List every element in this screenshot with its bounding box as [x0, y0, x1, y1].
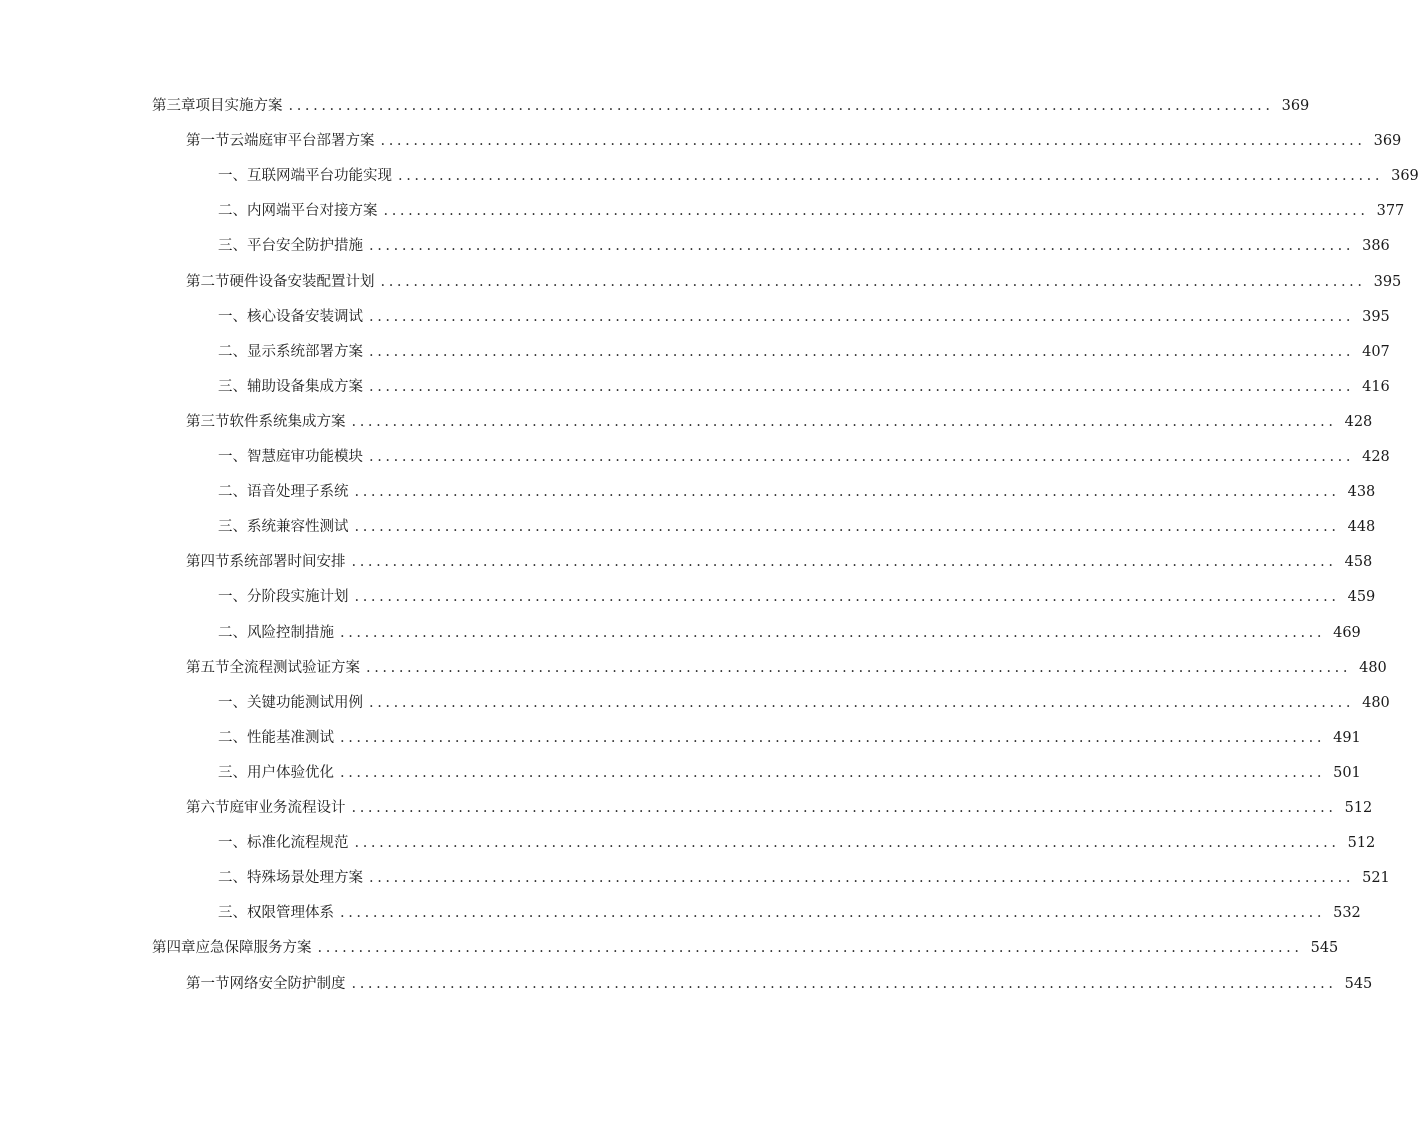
toc-entry[interactable]	[218, 691, 1390, 715]
toc-entry-number: 二、	[218, 203, 247, 220]
toc-entry-number: 二、	[218, 870, 247, 887]
toc-entry-title: 关键功能测试用例	[247, 694, 363, 711]
toc-dot-leader: ........................................................................................................................	[369, 694, 1355, 711]
toc-entry[interactable]	[218, 866, 1390, 890]
toc-dot-leader: ........................................................................................................................	[354, 484, 1340, 501]
toc-entry[interactable]	[186, 270, 1402, 294]
toc-dot-leader: ........................................................................................................................	[351, 554, 1337, 571]
toc-entry[interactable]	[218, 480, 1376, 504]
toc-entry-title: 云端庭审平台部署方案	[229, 133, 375, 150]
toc-dot-leader: ........................................................................................................................	[354, 519, 1340, 536]
toc-entry-title: 用户体验优化	[247, 764, 334, 781]
toc-page-number: 532	[1333, 905, 1361, 922]
toc-page-number: 512	[1344, 800, 1373, 816]
toc-entry-number: 一、	[218, 589, 247, 606]
toc-page-number: 545	[1344, 975, 1373, 992]
toc-page-number: 512	[1347, 835, 1376, 852]
toc-entry[interactable]	[218, 901, 1361, 925]
toc-entry-title: 分阶段实施计划	[247, 589, 349, 606]
toc-entry-number: 第四章	[152, 940, 196, 957]
toc-page-number: 395	[1373, 273, 1402, 290]
toc-entry[interactable]	[186, 796, 1373, 820]
toc-dot-leader: ........................................................................................................................	[369, 449, 1355, 465]
toc-dot-leader: ........................................................................................................................	[380, 273, 1366, 290]
toc-entry-number: 一、	[218, 168, 247, 185]
toc-page-number: 480	[1359, 659, 1387, 676]
toc-entry-title: 标准化流程规范	[247, 835, 349, 852]
toc-page-number: 491	[1333, 729, 1361, 746]
toc-entry[interactable]	[218, 726, 1361, 750]
toc-dot-leader: ........................................................................................................................	[288, 98, 1274, 114]
toc-dot-leader: ........................................................................................................................	[340, 729, 1326, 746]
toc-entry-number: 二、	[218, 729, 247, 746]
toc-entry-title: 全流程测试验证方案	[229, 659, 360, 676]
toc-dot-leader: ........................................................................................................................	[369, 308, 1355, 325]
toc-page-number: 521	[1362, 870, 1390, 887]
toc-dot-leader: ........................................................................................................................	[340, 764, 1326, 781]
toc-dot-leader: ........................................................................................................................	[369, 343, 1355, 360]
toc-entry-title: 项目实施方案	[195, 98, 283, 114]
toc-entry[interactable]	[218, 234, 1390, 258]
toc-entry-number: 三、	[218, 378, 247, 395]
toc-page-number: 480	[1362, 694, 1390, 711]
toc-page-number: 469	[1333, 624, 1361, 641]
toc-dot-leader: ........................................................................................................................	[351, 413, 1337, 430]
toc-entry[interactable]	[218, 164, 1419, 188]
toc-entry[interactable]	[218, 199, 1405, 223]
toc-dot-leader: ........................................................................................................................	[369, 378, 1355, 395]
toc-entry-title: 核心设备安装调试	[247, 308, 363, 325]
toc-page-number: 416	[1362, 378, 1390, 395]
toc-entry-title: 平台安全防护措施	[247, 238, 363, 255]
toc-entry-title: 系统部署时间安排	[229, 554, 346, 571]
toc-entry-number: 三、	[218, 519, 247, 536]
toc-dot-leader: ........................................................................................................................	[317, 940, 1303, 957]
toc-entry-number: 三、	[218, 905, 247, 922]
toc-entry-number: 第五节	[186, 659, 230, 676]
toc-entry-number: 二、	[218, 343, 247, 360]
toc-entry[interactable]	[218, 621, 1361, 645]
toc-entry-number: 第四节	[186, 554, 230, 571]
toc-entry-title: 风险控制措施	[247, 624, 334, 641]
toc-page-number: 369	[1391, 168, 1419, 185]
toc-entry[interactable]	[218, 585, 1376, 609]
toc-entry-title: 性能基准测试	[247, 729, 334, 746]
toc-entry-number: 二、	[218, 484, 247, 501]
toc-entry-title: 特殊场景处理方案	[247, 870, 363, 887]
toc-entry-title: 智慧庭审功能模块	[247, 449, 363, 465]
toc-entry-number: 一、	[218, 449, 247, 465]
toc-entry-number: 一、	[218, 308, 247, 325]
toc-entry-title: 硬件设备安装配置计划	[229, 273, 375, 290]
toc-entry[interactable]	[218, 761, 1361, 785]
toc-page-number: 386	[1362, 238, 1390, 255]
toc-entry-title: 内网端平台对接方案	[247, 203, 378, 220]
toc-dot-leader: ........................................................................................................................	[354, 589, 1340, 606]
toc-entry[interactable]	[218, 305, 1390, 329]
toc-page-number: 459	[1347, 589, 1376, 606]
toc-entry-title: 显示系统部署方案	[247, 343, 363, 360]
toc-entry-title: 语音处理子系统	[247, 484, 349, 501]
toc-page-number: 395	[1362, 308, 1390, 325]
toc-dot-leader: ........................................................................................................................	[366, 659, 1352, 676]
toc-dot-leader: ........................................................................................................................	[383, 203, 1369, 220]
toc-page-number: 428	[1344, 413, 1373, 430]
toc-entry-number: 第三章	[152, 98, 196, 114]
toc-entry-number: 二、	[218, 624, 247, 641]
toc-entry[interactable]	[218, 831, 1376, 855]
toc-dot-leader: ........................................................................................................................	[369, 238, 1355, 255]
toc-dot-leader: ........................................................................................................................	[340, 905, 1326, 922]
toc-dot-leader: ........................................................................................................................	[340, 624, 1326, 641]
toc-page-number: 458	[1344, 554, 1373, 571]
toc-entry-title: 系统兼容性测试	[247, 519, 349, 536]
toc-entry-number: 一、	[218, 835, 247, 852]
toc-entry[interactable]	[186, 550, 1373, 574]
toc-entry-title: 软件系统集成方案	[229, 413, 346, 430]
toc-entry[interactable]	[186, 972, 1373, 996]
toc-entry[interactable]	[152, 94, 1310, 118]
toc-entry[interactable]	[218, 445, 1390, 469]
toc-entry-title: 辅助设备集成方案	[247, 378, 363, 395]
toc-entry-number: 一、	[218, 694, 247, 711]
toc-entry[interactable]	[186, 129, 1402, 153]
toc-page-number: 369	[1281, 98, 1310, 114]
toc-entry[interactable]	[186, 656, 1387, 680]
toc-page-number: 438	[1347, 484, 1376, 501]
toc-page-number: 377	[1376, 203, 1405, 220]
toc-dot-leader: ........................................................................................................................	[354, 835, 1340, 852]
toc-entry[interactable]	[218, 340, 1390, 364]
toc-page-number: 545	[1310, 940, 1339, 957]
toc-dot-leader: ........................................................................................................................	[369, 870, 1355, 887]
toc-entry[interactable]	[152, 936, 1339, 960]
toc-entry-number: 三、	[218, 764, 247, 781]
toc-dot-leader: ........................................................................................................................	[351, 800, 1337, 816]
toc-entry-title: 应急保障服务方案	[195, 940, 312, 957]
toc-entry-title: 庭审业务流程设计	[229, 800, 346, 816]
toc-dot-leader: ........................................................................................................................	[398, 168, 1384, 185]
toc-entry-number: 第一节	[186, 975, 230, 992]
toc-entry-number: 第六节	[186, 800, 230, 816]
toc-entry[interactable]	[218, 515, 1376, 539]
toc-entry-title: 网络安全防护制度	[229, 975, 346, 992]
toc-entry-number: 三、	[218, 238, 247, 255]
toc-entry[interactable]	[218, 375, 1390, 399]
toc-page-number: 501	[1333, 764, 1361, 781]
toc-page-number: 369	[1373, 133, 1402, 150]
toc-page-number: 407	[1362, 343, 1390, 360]
toc-entry-number: 第二节	[186, 273, 230, 290]
toc-entry-number: 第三节	[186, 413, 230, 430]
toc-dot-leader: ........................................................................................................................	[351, 975, 1337, 992]
toc-entry-title: 互联网端平台功能实现	[247, 168, 392, 185]
toc-entry-title: 权限管理体系	[247, 905, 334, 922]
toc-page-number: 428	[1362, 449, 1390, 465]
toc-dot-leader: ........................................................................................................................	[380, 133, 1366, 150]
toc-entry[interactable]	[186, 410, 1373, 434]
toc-entry-number: 第一节	[186, 133, 230, 150]
toc-page-number: 448	[1347, 519, 1376, 536]
